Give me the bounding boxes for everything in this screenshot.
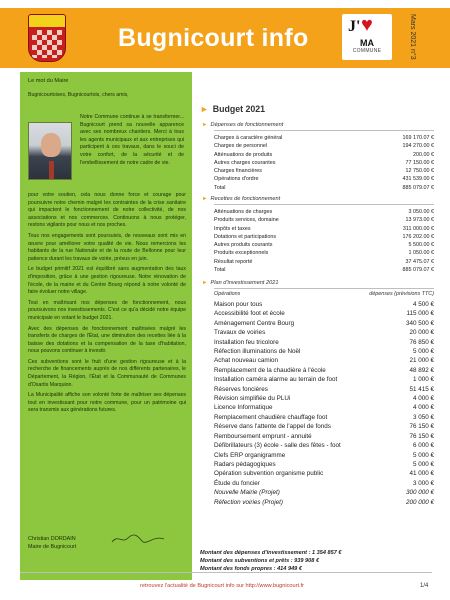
table-row-project: Nouvelle Mairie (Projet) 300 000 € [214, 489, 434, 497]
section-recettes-fonctionnement: ► Recettes de fonctionnement [202, 196, 281, 202]
table-row: Clefs ERP organigramme 5 000 € [214, 451, 434, 459]
table-row: Remplacement chaudière chauffage foot 3 050 € [214, 413, 434, 421]
table-row: Impôts et taxes 311 000.00 € [214, 225, 434, 232]
table-row-total: Total 885 079.07 € [214, 267, 434, 274]
table-row: Installation caméra alarme au terrain de foot 1 000 € [214, 376, 434, 384]
play-arrow-icon: ► [200, 104, 209, 114]
coat-of-arms-icon [28, 14, 66, 62]
table-row: Réserve dans l'attente de l'appel de fonds 76 150 € [214, 423, 434, 431]
table-row: Maison pour tous 4 500 € [214, 301, 434, 308]
table-row: Remplacement de la chaudière à l'école 48 892 € [214, 366, 434, 374]
footer-link[interactable]: retrouvez l'actualité de Bugnicourt info sur http://www.bugnicourt.fr [140, 583, 304, 589]
table-row: Dotations et participations 176 202.00 € [214, 233, 434, 240]
table-row: Accessibilité foot et école 115 000 € [214, 310, 434, 318]
investment-summary [200, 549, 436, 573]
table-row: Opérations d'ordre 431 539.00 € [214, 176, 434, 183]
table-row: Aménagement Centre Bourg 340 500 € [214, 319, 434, 327]
table-row: Réserves foncières 51 415 € [214, 385, 434, 393]
table-row: Autres charges courantes 77 150.00 € [214, 159, 434, 166]
table-row: Autres produits courants 5 500.00 € [214, 242, 434, 249]
table-row-total: Total 885 079.07 € [214, 184, 434, 191]
newsletter-title: Bugnicourt info [118, 24, 309, 52]
mayor-paragraph: Tous nos engagements sont poursuivis, de nouveaux sont mis en œuvre pour améliorer votre qualité de vie. Nous remercions les habitants de la rue Nationale et de la route de Bellonne pour leur patience durant les travaux de voirie, prévus en juin. [28, 232, 186, 262]
mayor-paragraph: pour votre soutien, cela nous donne force et courage pour poursuivre notre chemin malgré les contraintes de la crise sanitaire qui impactent le fonctionnement de notre collectivité, de nos associations et nos commerces. Continuons à nous protéger, restons vigilants pour nous et nos proches. [28, 192, 186, 229]
table-row: Remboursement emprunt - annuité 76 150 € [214, 432, 434, 440]
mayor-photo [28, 122, 72, 180]
footer-divider [20, 572, 432, 573]
heart-icon: ♥ [361, 14, 373, 36]
table-row: Atténuations de produits 200.00 € [214, 151, 434, 158]
arrow-bullet-icon: ► [202, 122, 208, 128]
mayor-heading: Le mot du Maire [28, 78, 69, 84]
summary-line: Montant des fonds propres : 414 949 € [200, 566, 302, 572]
table-row: Résultat reporté 37 475.07 € [214, 258, 434, 265]
table-row: Travaux de voiries 20 000 € [214, 329, 434, 337]
issue-number: Mars 2021 n°3 [409, 14, 416, 60]
arrow-bullet-icon: ► [202, 280, 208, 286]
summary-line: Montant des subventions et prêts : 939 908 € [200, 558, 320, 564]
investment-table-header: Opérations dépenses (prévisions TTC) [214, 291, 434, 297]
table-row: Opération subvention organisme public 41 000 € [214, 470, 434, 478]
table-row: Étude du foncier 3 000 € [214, 479, 434, 487]
investment-table [214, 290, 434, 507]
divider [214, 204, 434, 205]
mayor-paragraph: La Municipalité affiche son volonté forte de maîtriser ses dépenses tout en investissant pour notre commune, pour un patrimoine qui sera transmis aux générations futures. [28, 392, 186, 414]
mayor-name: Christian DORDAIN [28, 536, 76, 542]
table-row: Charges à caractère général 169 170.07 € [214, 135, 434, 141]
arrow-bullet-icon: ► [202, 196, 208, 202]
divider [214, 130, 434, 131]
mayor-intro: Notre Commune continue à se transformer... Bugnicourt prend sa nouvelle apparence avec ses nombreux chantiers. Merci à tous les agents municipaux et aux entreprises qui participent à ces travaux, dans le souci de votre confort, de la sécurité et de l'embellissement de notre cadre de vie. [80, 114, 184, 166]
handwritten-signature [110, 532, 166, 546]
section-depenses-fonctionnement: ► Dépenses de fonctionnement [202, 122, 284, 128]
table-row: Révision simplifiée du PLUi 4 000 € [214, 395, 434, 403]
table-row: Installation feu tricolore 76 850 € [214, 338, 434, 346]
divider [214, 288, 434, 289]
mayor-paragraph: Ces subventions sont le fruit d'une gestion rigoureuse et à la recherche de financements auprès de nos différents partenaires, le Département, la Région, l'État et la Communauté de Communes d'Osartis Marquion. [28, 358, 186, 388]
table-row: Produits services, domaine 13 973.00 € [214, 217, 434, 224]
mayor-role: Maire de Bugnicourt [28, 544, 77, 550]
page-number: 1/4 [420, 583, 429, 589]
table-row: Produits exceptionnels 1 050.00 € [214, 250, 434, 257]
header [0, 0, 450, 78]
table-row: Licence Informatique 4 000 € [214, 404, 434, 412]
table-row: Charges de personnel 194 270.00 € [214, 143, 434, 150]
recettes-table [214, 208, 434, 274]
j-aime-ma-commune-logo: J' ♥ MA COMMUNE [342, 14, 392, 60]
summary-line: Montant des dépenses d'investissement : 1 354 857 € [200, 550, 342, 556]
table-row: Réfection illuminations de Noël 5 000 € [214, 348, 434, 356]
mayor-paragraph: Le budget primitif 2021 est équilibré sans augmentation des taux d'imposition, grâce à une gestion rigoureuse. Notre rénovation de l'école, de la mairie et du Centre Bourg répond à notre volonté de faire évoluer notre village. [28, 266, 186, 296]
budget-title: ► Budget 2021 [200, 104, 266, 114]
section-plan-investissement: ► Plan d'investissement 2021 [202, 280, 279, 286]
table-row-project: Réfection voiries (Projet) 200 000 € [214, 498, 434, 506]
table-row: Atténuations de charges 3 050.00 € [214, 209, 434, 215]
table-row: Radars pédagogiques 5 000 € [214, 460, 434, 468]
table-row: Achat nouveau camion 21 000 € [214, 357, 434, 365]
table-row: Défibrillateurs (3) école - salle des fêtes - foot 6 000 € [214, 442, 434, 450]
mayor-paragraph: Tout en maîtrisant nos dépenses de fonctionnement, nous poursuivons nos investissements. C'est ce qu'a décidé notre équipe municipale en votant le budget 2021. [28, 299, 186, 321]
table-row: Charges financières 12 750.00 € [214, 168, 434, 175]
mayor-body [28, 192, 186, 418]
mayor-greeting: Bugnicourtoises, Bugnicourtois, chers amis, [28, 91, 129, 98]
depenses-table [214, 134, 434, 192]
mayor-paragraph: Avec des dépenses de fonctionnement maîtrisées malgré les transferts de charges de l'État, une diminution des recettes liée à la baisse des dotations et la compensation de la taxe d'habitation, nous pouvons continuer à investir. [28, 325, 186, 355]
